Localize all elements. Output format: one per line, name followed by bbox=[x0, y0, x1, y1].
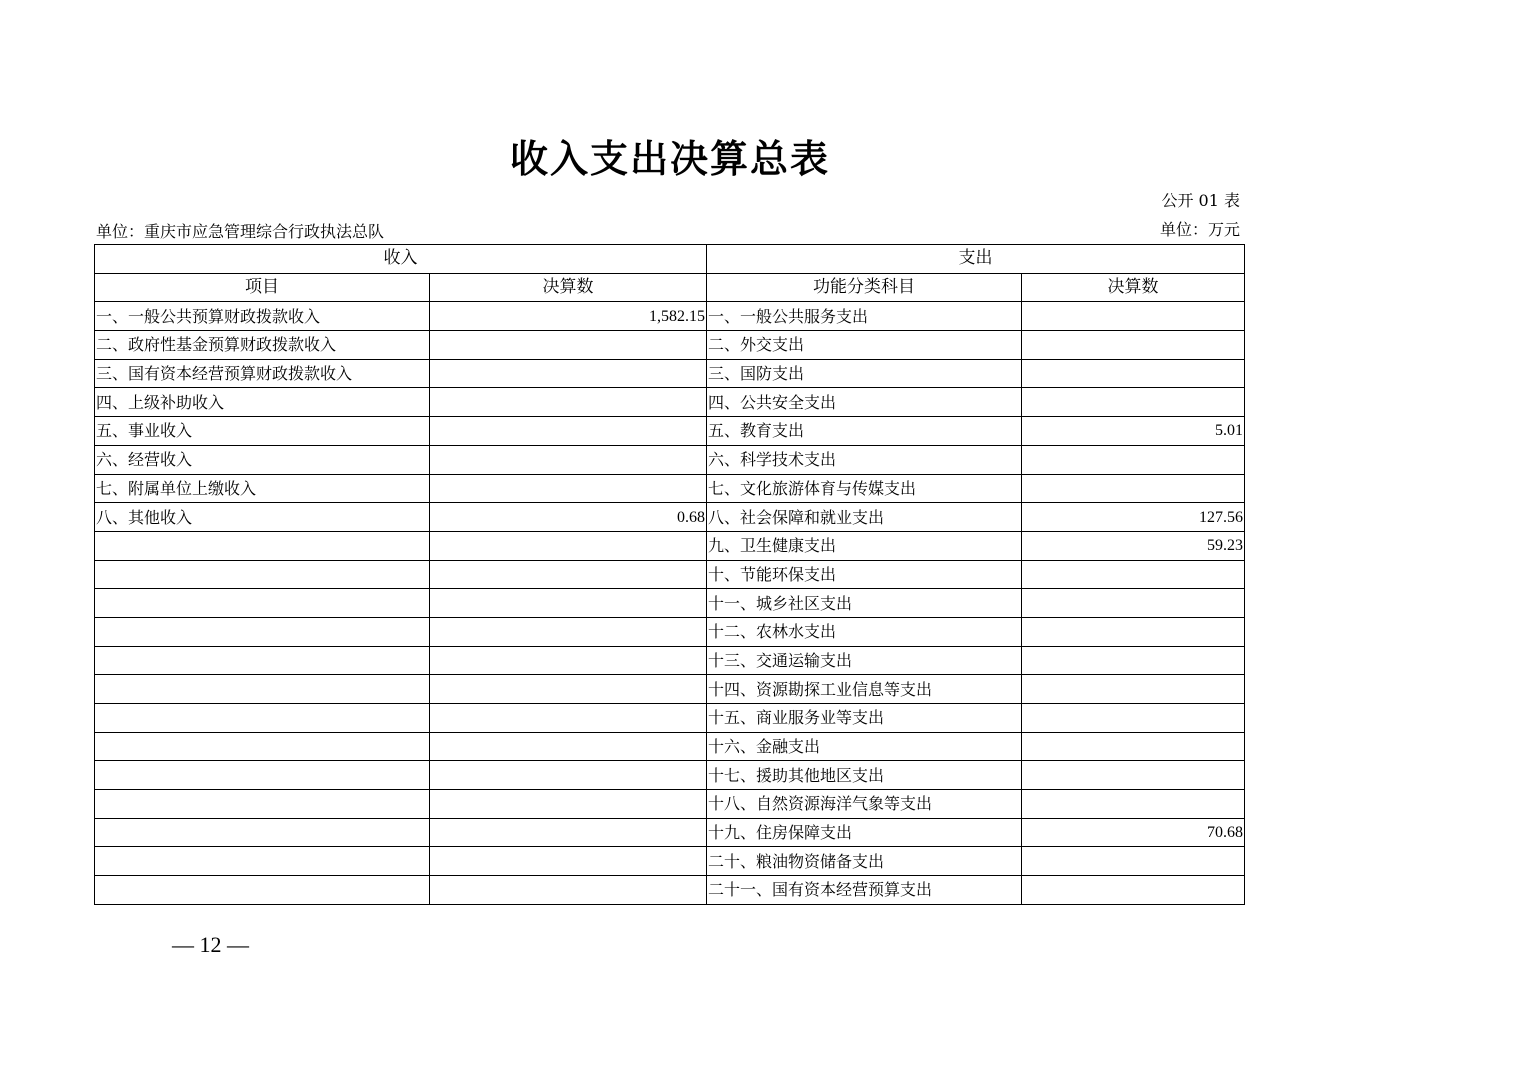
table-row bbox=[95, 359, 1245, 388]
category-column-header: 功能分类科目 bbox=[707, 273, 1022, 302]
expense-item-cell: 五、教育支出 bbox=[707, 417, 1022, 446]
table-row bbox=[95, 847, 1245, 876]
expense-item-cell: 十二、农林水支出 bbox=[707, 617, 1022, 646]
income-item-cell bbox=[95, 531, 430, 560]
expense-amount-cell bbox=[1022, 704, 1245, 733]
income-amount-cell bbox=[430, 388, 707, 417]
expense-item-cell: 十六、金融支出 bbox=[707, 732, 1022, 761]
expense-item-cell: 四、公共安全支出 bbox=[707, 388, 1022, 417]
table-row bbox=[95, 589, 1245, 618]
expense-item-cell: 二、外交支出 bbox=[707, 331, 1022, 360]
table-row bbox=[95, 302, 1245, 331]
expense-amount-cell bbox=[1022, 847, 1245, 876]
table-row bbox=[95, 818, 1245, 847]
table-row bbox=[95, 531, 1245, 560]
income-amount-cell bbox=[430, 847, 707, 876]
income-item-cell: 七、附属单位上缴收入 bbox=[95, 474, 430, 503]
income-item-cell bbox=[95, 876, 430, 905]
table-row bbox=[95, 474, 1245, 503]
expense-item-cell: 九、卫生健康支出 bbox=[707, 531, 1022, 560]
income-item-cell: 六、经营收入 bbox=[95, 445, 430, 474]
income-amount-cell bbox=[430, 417, 707, 446]
expense-item-cell: 十四、资源勘探工业信息等支出 bbox=[707, 675, 1022, 704]
income-amount-cell bbox=[430, 531, 707, 560]
expense-amount-cell bbox=[1022, 675, 1245, 704]
income-amount-cell bbox=[430, 704, 707, 733]
income-item-cell bbox=[95, 761, 430, 790]
income-amount-cell bbox=[430, 589, 707, 618]
expense-item-cell: 十一、城乡社区支出 bbox=[707, 589, 1022, 618]
income-item-cell bbox=[95, 560, 430, 589]
income-item-cell bbox=[95, 589, 430, 618]
expense-amount-cell bbox=[1022, 388, 1245, 417]
expense-amount-cell bbox=[1022, 876, 1245, 905]
income-amount-cell bbox=[430, 646, 707, 675]
expense-amount-cell bbox=[1022, 790, 1245, 819]
table-row bbox=[95, 503, 1245, 532]
expense-header: 支出 bbox=[707, 245, 1245, 274]
income-item-cell: 一、一般公共预算财政拨款收入 bbox=[95, 302, 430, 331]
header-row-columns bbox=[95, 273, 1245, 302]
table-row bbox=[95, 445, 1245, 474]
income-amount-cell bbox=[430, 560, 707, 589]
expense-amount-cell bbox=[1022, 474, 1245, 503]
expense-amount-cell bbox=[1022, 732, 1245, 761]
expense-item-cell: 十、节能环保支出 bbox=[707, 560, 1022, 589]
expense-amount-cell: 127.56 bbox=[1022, 503, 1245, 532]
page-title: 收入支出决算总表 bbox=[509, 136, 830, 181]
income-amount-cell bbox=[430, 617, 707, 646]
income-amount-cell bbox=[430, 761, 707, 790]
header-row-group bbox=[95, 245, 1245, 274]
table-row bbox=[95, 560, 1245, 589]
table-row bbox=[95, 761, 1245, 790]
income-item-cell bbox=[95, 675, 430, 704]
income-item-cell bbox=[95, 617, 430, 646]
expense-item-cell: 三、国防支出 bbox=[707, 359, 1022, 388]
income-item-cell: 三、国有资本经营预算财政拨款收入 bbox=[95, 359, 430, 388]
amount2-column-header: 决算数 bbox=[1022, 273, 1245, 302]
item-column-header: 项目 bbox=[95, 273, 430, 302]
expense-amount-cell bbox=[1022, 359, 1245, 388]
income-amount-cell bbox=[430, 331, 707, 360]
expense-item-cell: 十八、自然资源海洋气象等支出 bbox=[707, 790, 1022, 819]
income-amount-cell bbox=[430, 790, 707, 819]
income-item-cell: 五、事业收入 bbox=[95, 417, 430, 446]
table-row bbox=[95, 646, 1245, 675]
income-amount-cell: 0.68 bbox=[430, 503, 707, 532]
currency-unit: 单位：万元 bbox=[1159, 220, 1240, 239]
income-item-cell: 四、上级补助收入 bbox=[95, 388, 430, 417]
table-row bbox=[95, 617, 1245, 646]
expense-amount-cell bbox=[1022, 445, 1245, 474]
income-item-cell bbox=[95, 732, 430, 761]
expense-item-cell: 二十一、国有资本经营预算支出 bbox=[707, 876, 1022, 905]
income-item-cell bbox=[95, 790, 430, 819]
expense-item-cell: 一、一般公共服务支出 bbox=[707, 302, 1022, 331]
table-row bbox=[95, 704, 1245, 733]
income-amount-cell bbox=[430, 359, 707, 388]
page-number: — 12 — bbox=[172, 932, 249, 957]
expense-amount-cell bbox=[1022, 589, 1245, 618]
budget-table bbox=[94, 244, 1245, 905]
income-amount-cell bbox=[430, 732, 707, 761]
table-row bbox=[95, 675, 1245, 704]
expense-amount-cell: 59.23 bbox=[1022, 531, 1245, 560]
table-row bbox=[95, 417, 1245, 446]
expense-item-cell: 二十、粮油物资储备支出 bbox=[707, 847, 1022, 876]
expense-item-cell: 十九、住房保障支出 bbox=[707, 818, 1022, 847]
expense-amount-cell bbox=[1022, 617, 1245, 646]
amount-column-header: 决算数 bbox=[430, 273, 707, 302]
expense-amount-cell bbox=[1022, 761, 1245, 790]
table-row bbox=[95, 876, 1245, 905]
form-number: 公开 01 表 bbox=[1161, 191, 1240, 210]
income-amount-cell bbox=[430, 818, 707, 847]
income-amount-cell bbox=[430, 876, 707, 905]
income-item-cell bbox=[95, 704, 430, 733]
income-amount-cell bbox=[430, 675, 707, 704]
income-item-cell bbox=[95, 818, 430, 847]
organization-unit: 单位：重庆市应急管理综合行政执法总队 bbox=[96, 222, 385, 241]
expense-item-cell: 六、科学技术支出 bbox=[707, 445, 1022, 474]
table-row bbox=[95, 331, 1245, 360]
expense-item-cell: 十七、援助其他地区支出 bbox=[707, 761, 1022, 790]
income-amount-cell bbox=[430, 445, 707, 474]
expense-amount-cell: 70.68 bbox=[1022, 818, 1245, 847]
income-item-cell bbox=[95, 847, 430, 876]
expense-item-cell: 十五、商业服务业等支出 bbox=[707, 704, 1022, 733]
table-row bbox=[95, 388, 1245, 417]
income-item-cell: 八、其他收入 bbox=[95, 503, 430, 532]
expense-amount-cell bbox=[1022, 646, 1245, 675]
expense-amount-cell bbox=[1022, 331, 1245, 360]
expense-amount-cell bbox=[1022, 302, 1245, 331]
expense-item-cell: 十三、交通运输支出 bbox=[707, 646, 1022, 675]
expense-amount-cell: 5.01 bbox=[1022, 417, 1245, 446]
expense-item-cell: 七、文化旅游体育与传媒支出 bbox=[707, 474, 1022, 503]
income-amount-cell: 1,582.15 bbox=[430, 302, 707, 331]
expense-amount-cell bbox=[1022, 560, 1245, 589]
income-header: 收入 bbox=[95, 245, 707, 274]
table-row bbox=[95, 732, 1245, 761]
income-amount-cell bbox=[430, 474, 707, 503]
income-item-cell bbox=[95, 646, 430, 675]
table-row bbox=[95, 790, 1245, 819]
income-item-cell: 二、政府性基金预算财政拨款收入 bbox=[95, 331, 430, 360]
expense-item-cell: 八、社会保障和就业支出 bbox=[707, 503, 1022, 532]
